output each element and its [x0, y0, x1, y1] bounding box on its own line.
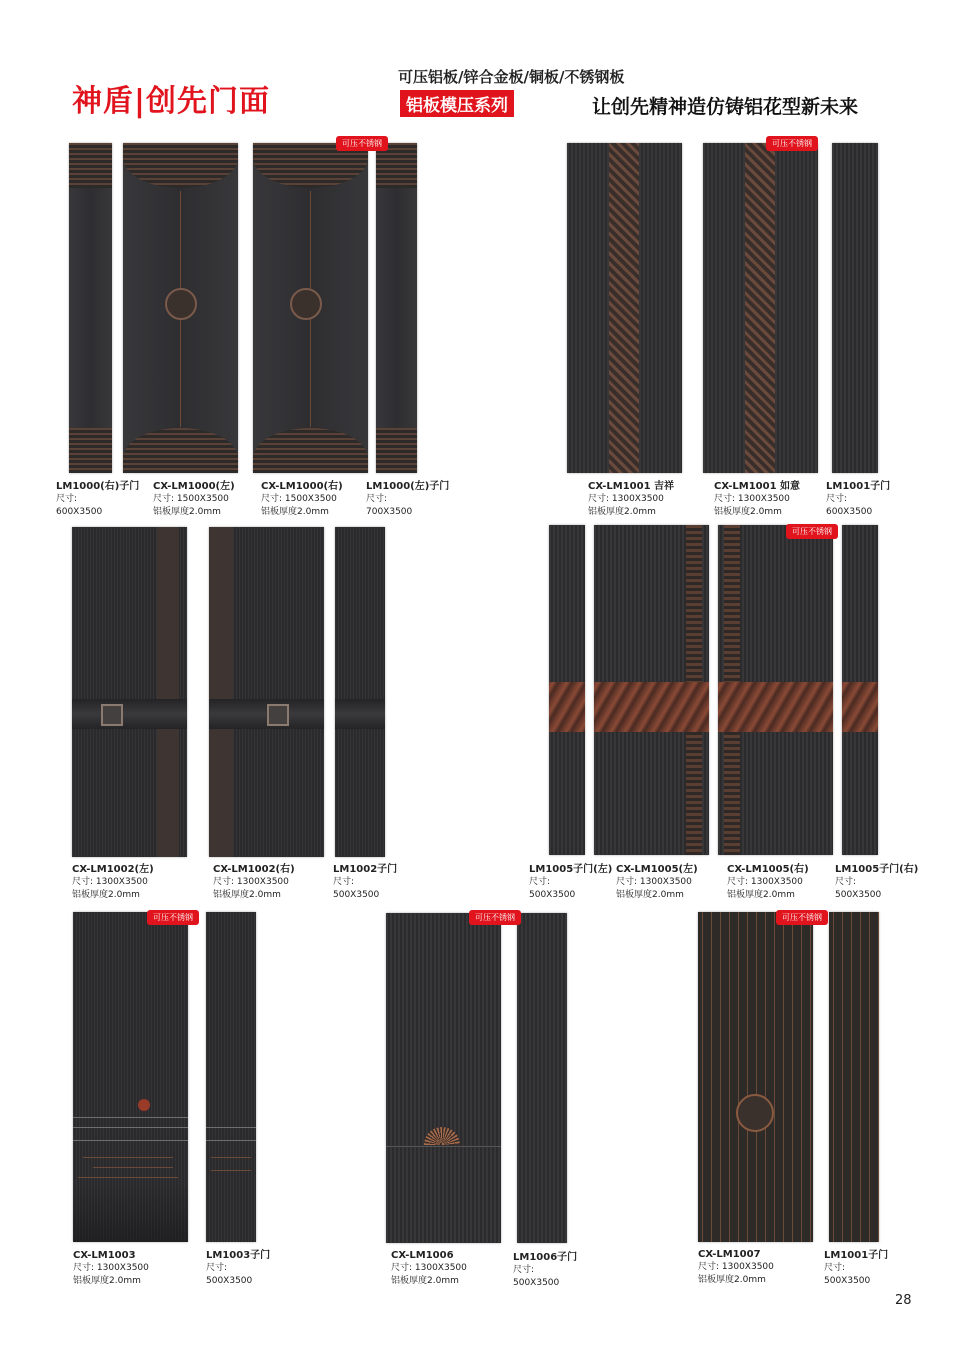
caption-cx-lm1002-right: CX-LM1002(右) 尺寸: 1300X3500 铝板厚度2.0mm	[213, 864, 295, 900]
caption-cx-lm1001-jixiang: CX-LM1001 吉祥 尺寸: 1300X3500 铝板厚度2.0mm	[588, 481, 675, 517]
materials-line: 可压铝板/锌合金板/铜板/不锈钢板	[398, 68, 625, 86]
round-medallion	[736, 1094, 774, 1132]
door-panel-lm1002-sub	[335, 527, 385, 857]
sun-motif	[138, 1099, 150, 1111]
caption-cx-lm1005-right: CX-LM1005(右) 尺寸: 1300X3500 铝板厚度2.0mm	[727, 864, 809, 900]
door-panel-cx-lm1007	[698, 912, 813, 1242]
stainless-badge: 可压不锈钢	[786, 524, 838, 539]
stainless-badge: 可压不锈钢	[776, 910, 828, 925]
caption-cx-lm1006: CX-LM1006 尺寸: 1300X3500 铝板厚度2.0mm	[391, 1250, 467, 1286]
caption-cx-lm1001-ruyi: CX-LM1001 如意 尺寸: 1300X3500 铝板厚度2.0mm	[714, 481, 801, 517]
stainless-badge: 可压不锈钢	[336, 136, 388, 151]
caption-lm1001-sub: LM1001子门 尺寸: 600X3500	[826, 481, 891, 517]
caption-lm1003-sub: LM1003子门 尺寸: 500X3500	[206, 1250, 271, 1286]
door-panel-cx-lm1003	[73, 912, 188, 1242]
door-panel-cx-lm1000-right	[253, 143, 368, 473]
door-panel-lm1000-sub-right	[69, 143, 112, 473]
stainless-badge: 可压不锈钢	[766, 136, 818, 151]
page-number: 28	[895, 1293, 912, 1308]
door-panel-cx-lm1002-right	[209, 527, 324, 857]
caption-lm1005-sub-left: LM1005子门(左) 尺寸: 500X3500	[529, 864, 613, 900]
stainless-badge: 可压不锈钢	[147, 910, 199, 925]
door-panel-lm1005-sub-right	[842, 525, 878, 855]
brand-logo-text: 神盾|创先门面	[72, 84, 270, 119]
door-panel-lm1006-sub	[517, 913, 567, 1243]
caption-lm1001-sub-bronze: LM1001子门 尺寸: 500X3500	[824, 1250, 889, 1286]
caption-cx-lm1005-left: CX-LM1005(左) 尺寸: 1300X3500 铝板厚度2.0mm	[616, 864, 698, 900]
square-medallion	[267, 704, 289, 726]
door-panel-lm1001-sub	[832, 143, 878, 473]
door-panel-lm1000-sub-left	[376, 143, 417, 473]
fan-motif	[424, 1127, 460, 1145]
round-medallion	[165, 288, 197, 320]
door-panel-lm1003-sub	[206, 912, 256, 1242]
stainless-badge: 可压不锈钢	[469, 910, 521, 925]
caption-lm1000-sub-left: LM1000(左)子门 尺寸: 700X3500	[366, 481, 450, 517]
door-panel-cx-lm1002-left	[72, 527, 187, 857]
door-panel-lm1001-sub-bronze	[829, 912, 879, 1242]
door-panel-lm1005-sub-left	[549, 525, 585, 855]
caption-cx-lm1000-right: CX-LM1000(右) 尺寸: 1500X3500 铝板厚度2.0mm	[261, 481, 343, 517]
caption-cx-lm1007: CX-LM1007 尺寸: 1300X3500 铝板厚度2.0mm	[698, 1249, 774, 1285]
caption-cx-lm1003: CX-LM1003 尺寸: 1300X3500 铝板厚度2.0mm	[73, 1250, 149, 1286]
door-panel-cx-lm1006	[386, 913, 501, 1243]
caption-lm1005-sub-right: LM1005子门(右) 尺寸: 500X3500	[835, 864, 919, 900]
square-medallion	[101, 704, 123, 726]
series-label: 铝板模压系列	[400, 90, 514, 117]
door-panel-cx-lm1000-left	[123, 143, 238, 473]
caption-lm1000-sub-right: LM1000(右)子门 尺寸: 600X3500	[56, 481, 140, 517]
caption-cx-lm1002-left: CX-LM1002(左) 尺寸: 1300X3500 铝板厚度2.0mm	[72, 864, 154, 900]
door-panel-cx-lm1001-ruyi	[703, 143, 818, 473]
caption-lm1006-sub: LM1006子门 尺寸: 500X3500	[513, 1252, 578, 1288]
caption-cx-lm1000-left: CX-LM1000(左) 尺寸: 1500X3500 铝板厚度2.0mm	[153, 481, 235, 517]
round-medallion	[290, 288, 322, 320]
caption-lm1002-sub: LM1002子门 尺寸: 500X3500	[333, 864, 398, 900]
door-panel-cx-lm1001-jixiang	[567, 143, 682, 473]
slogan: 让创先精神造仿铸铝花型新未来	[592, 96, 859, 118]
door-panel-cx-lm1005-left	[594, 525, 709, 855]
door-panel-cx-lm1005-right	[718, 525, 833, 855]
